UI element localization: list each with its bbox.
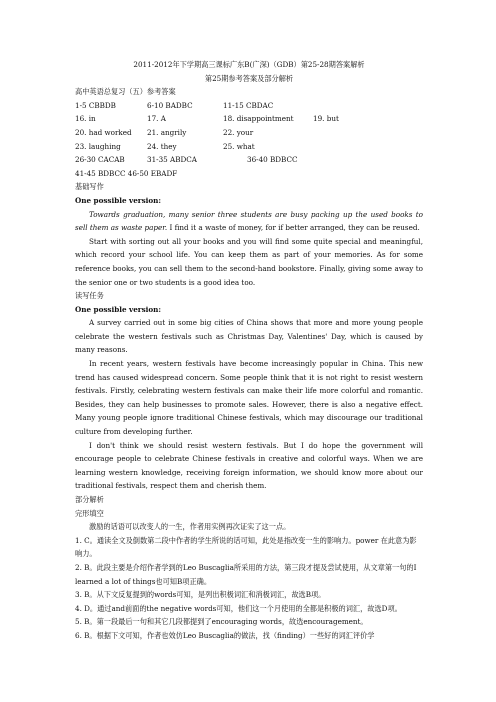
analysis-item: 5. B。第一段最后一句和其它几段都提到了encouraging words，故选encouragement。 (75, 617, 368, 627)
answer-row (75, 153, 423, 167)
answer-row (75, 140, 423, 154)
answer-cell: 20. had worked (75, 127, 132, 137)
analysis-item: 2. B。此段主要是介绍作者学到的Leo Buscaglia所采用的方法，第三段才提及尝试使用，从文章第一句的I learned a lot of things也可知B项正确。 (75, 562, 417, 586)
document-body (75, 58, 423, 643)
analysis-item: 3. B。从下文反复提到的words可知，是列出积极词汇和消极词汇，故选B项。 (75, 590, 326, 600)
answer-cell: 25. what (223, 141, 255, 151)
writing-paragraph: Start with sorting out all your books and you will find some quite special and meaningful, which record your school life. You can keep them as part of your memories. As for some reference books, you can sell them to the second-hand bookstore. Finally, giving some away to the senior one or two students is a good idea too. (75, 236, 423, 287)
answer-cell: 23. laughing (75, 141, 121, 151)
answer-row (75, 99, 423, 113)
answer-cell: 22. your (223, 127, 254, 137)
basic-writing-heading: 基础写作 (75, 182, 104, 192)
writing-paragraph (75, 208, 423, 235)
essay-paragraph: A survey carried out in some big cities of China shows that more and more young people celebrate the western festivals such as Christmas Day, Valentines' Day, which is caused by many reasons. (75, 318, 423, 355)
essay-paragraph: I don't think we should resist western festivals. But I do hope the government will encourage people to celebrate Chinese festivals in creative and colorful ways. When we are learning western knowledge, receiving foreign information, we should know more about our traditional festivals, respect them and cherish them. (75, 440, 423, 491)
analysis-item: 4. D。通过and前面的the negative words可知，他们这一个月使用的全都是积极的词汇，故选D项。 (75, 603, 402, 613)
sample-label: One possible version: (75, 304, 162, 314)
answer-row (75, 126, 423, 140)
answer-row: 41-45 BDBCC 46-50 EBADF (75, 168, 178, 178)
writing-text: I find it a waste of money, for if better arranged, they can be reused. (167, 223, 420, 233)
answer-cell: 1-5 CBBDB (75, 100, 116, 110)
answer-cell: 18. disappointment (223, 114, 294, 124)
answers-heading: 高中英语总复习（五）参考答案 (75, 87, 176, 97)
cloze-intro: 激励的话语可以改变人的一生，作者用实例再次证实了这一点。 (89, 522, 291, 532)
writing-italic-text: Towards graduation, many senior three students are busy packing up the used books to sell them as waste paper. (75, 209, 423, 233)
answer-cell: 26-30 CACAB (75, 155, 125, 165)
essay-paragraph: In recent years, western festivals have become increasingly popular in China. This new trend has caused widespread concern. Some people think that it is not right to resist western festivals. Firstly, celebrating western festivals can make their life more colorful and romantic. Besides, they can help businesses to promote sales. However, there is also a negative effect. Many young people ignore traditional Chinese festivals, which may discourage our traditional culture from developing further. (75, 359, 423, 437)
document-subtitle: 第25期参考答案及部分解析 (204, 73, 294, 83)
answer-cell: 16. in (75, 114, 96, 124)
analysis-item: 1. C。通读全文及倒数第二段中作者的学生所说的话可知，此处是指改变一生的影响力。power 在此意为影响力。 (75, 535, 417, 559)
analysis-item: 6. B。根据下文可知，作者也效仿Leo Buscaglia的做法，找（finding）一些好的词汇评价学 (75, 630, 375, 640)
document-title: 2011-2012年下学期高三课标广东B(广深)（GDB）第25-28期答案解析 (133, 60, 365, 69)
analysis-heading: 部分解析 (75, 495, 104, 504)
answer-cell: 21. angrily (147, 127, 187, 137)
answer-cell: 17. A (147, 114, 166, 124)
answer-cell: 31-35 ABDCA (147, 155, 197, 165)
reading-task-heading: 读写任务 (75, 291, 104, 301)
answer-cell: 6-10 BADBC (147, 100, 193, 110)
answer-cell: 19. but (313, 114, 339, 124)
answer-row (75, 112, 423, 126)
cloze-heading: 完形填空 (75, 508, 104, 518)
answer-cell: 36-40 BDBCC (247, 155, 298, 165)
answer-cell: 11-15 CBDAC (223, 100, 274, 110)
sample-label: One possible version: (75, 195, 162, 205)
answer-cell: 24. they (147, 141, 177, 151)
